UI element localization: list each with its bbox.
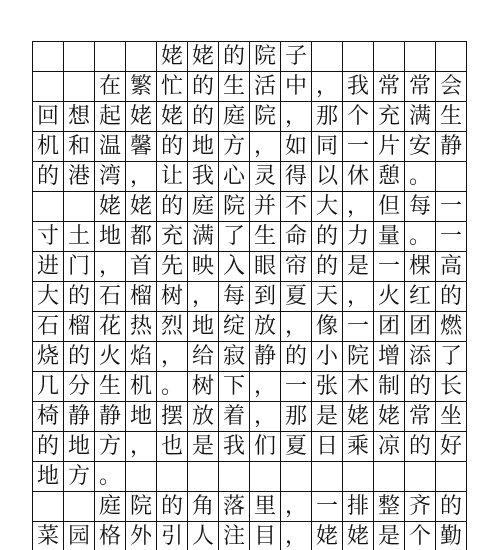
grid-cell: 的 xyxy=(436,282,467,312)
grid-cell: 的 xyxy=(188,102,219,132)
grid-cell: 地 xyxy=(126,402,157,432)
grid-cell: 庭 xyxy=(188,192,219,222)
grid-cell: 姥 xyxy=(157,102,188,132)
grid-cell: 外 xyxy=(126,522,157,550)
grid-cell: 姥 xyxy=(126,192,157,222)
grid-cell: 子 xyxy=(281,42,312,72)
grid-cell: ， xyxy=(126,432,157,462)
grid-cell xyxy=(374,42,405,72)
grid-cell: 整 xyxy=(374,492,405,522)
grid-cell: 地 xyxy=(64,432,95,462)
grid-cell: 。 xyxy=(157,372,188,402)
grid-cell: 满 xyxy=(405,102,436,132)
grid-cell: 方 xyxy=(219,132,250,162)
grid-cell: 那 xyxy=(281,402,312,432)
grid-cell: 凉 xyxy=(374,432,405,462)
grid-cell xyxy=(312,42,343,72)
grid-cell: 湾 xyxy=(95,162,126,192)
grid-cell xyxy=(343,42,374,72)
grid-cell: 院 xyxy=(250,42,281,72)
grid-cell: 下 xyxy=(219,372,250,402)
grid-cell: 门 xyxy=(64,252,95,282)
grid-cell: 夏 xyxy=(281,282,312,312)
grid-cell: 院 xyxy=(250,102,281,132)
grid-cell: 的 xyxy=(157,492,188,522)
grid-cell: 繁 xyxy=(126,72,157,102)
grid-cell: 榴 xyxy=(64,312,95,342)
grid-cell: 榴 xyxy=(126,282,157,312)
grid-cell xyxy=(64,42,95,72)
grid-cell: 注 xyxy=(219,522,250,550)
grid-cell: 大 xyxy=(33,282,64,312)
grid-cell: 椅 xyxy=(33,402,64,432)
grid-cell: 。 xyxy=(405,162,436,192)
grid-cell: ， xyxy=(126,162,157,192)
grid-cell: 们 xyxy=(250,432,281,462)
grid-cell: 活 xyxy=(250,72,281,102)
grid-cell: 常 xyxy=(374,72,405,102)
grid-cell: 都 xyxy=(126,222,157,252)
grid-cell: ， xyxy=(343,192,374,222)
grid-cell: 心 xyxy=(219,162,250,192)
grid-cell: 馨 xyxy=(126,132,157,162)
grid-cell: 机 xyxy=(33,132,64,162)
grid-cell xyxy=(343,462,374,492)
grid-cell: 会 xyxy=(436,72,467,102)
grid-cell: 休 xyxy=(343,162,374,192)
grid-cell xyxy=(33,192,64,222)
grid-cell: 燃 xyxy=(436,312,467,342)
grid-cell: 花 xyxy=(95,312,126,342)
grid-cell: 满 xyxy=(188,222,219,252)
grid-cell: 石 xyxy=(95,282,126,312)
grid-cell: 的 xyxy=(312,222,343,252)
grid-cell: 生 xyxy=(436,102,467,132)
grid-cell: ， xyxy=(157,342,188,372)
grid-cell: 大 xyxy=(312,192,343,222)
grid-cell: 的 xyxy=(64,282,95,312)
grid-cell: 一 xyxy=(281,372,312,402)
grid-cell: 姥 xyxy=(374,402,405,432)
grid-cell: 一 xyxy=(343,132,374,162)
grid-cell: 着 xyxy=(219,402,250,432)
grid-cell xyxy=(33,72,64,102)
grid-cell: 静 xyxy=(436,132,467,162)
grid-cell: 温 xyxy=(95,132,126,162)
grid-cell: 姥 xyxy=(126,102,157,132)
grid-cell: 生 xyxy=(95,372,126,402)
grid-cell: 方 xyxy=(64,462,95,492)
grid-cell: 的 xyxy=(405,432,436,462)
grid-cell: 静 xyxy=(250,342,281,372)
grid-cell: 的 xyxy=(312,252,343,282)
grid-cell: 给 xyxy=(188,342,219,372)
grid-cell: 个 xyxy=(343,102,374,132)
grid-cell: 眼 xyxy=(250,252,281,282)
grid-cell xyxy=(405,42,436,72)
grid-cell: 一 xyxy=(374,252,405,282)
grid-cell xyxy=(126,42,157,72)
grid-cell: 院 xyxy=(219,192,250,222)
grid-cell: 量 xyxy=(374,222,405,252)
grid-cell: 长 xyxy=(436,372,467,402)
grid-cell: 首 xyxy=(126,252,157,282)
grid-cell: 木 xyxy=(343,372,374,402)
grid-cell: 的 xyxy=(157,192,188,222)
grid-cell: 静 xyxy=(95,402,126,432)
grid-cell: ， xyxy=(250,402,281,432)
grid-cell: 我 xyxy=(188,162,219,192)
grid-cell: 常 xyxy=(405,72,436,102)
grid-cell: 摆 xyxy=(157,402,188,432)
grid-cell xyxy=(374,462,405,492)
grid-cell: 团 xyxy=(374,312,405,342)
grid-cell: 的 xyxy=(219,42,250,72)
grid-cell: 和 xyxy=(64,132,95,162)
grid-cell: 棵 xyxy=(405,252,436,282)
grid-cell: 姥 xyxy=(95,192,126,222)
grid-cell: 放 xyxy=(188,402,219,432)
grid-cell: 的 xyxy=(436,492,467,522)
grid-cell: 院 xyxy=(343,342,374,372)
grid-cell xyxy=(95,42,126,72)
grid-cell: ， xyxy=(281,102,312,132)
grid-cell: 常 xyxy=(405,402,436,432)
grid-cell: 地 xyxy=(95,222,126,252)
grid-cell: 的 xyxy=(281,342,312,372)
grid-cell: 先 xyxy=(157,252,188,282)
grid-cell: 姥 xyxy=(343,402,374,432)
grid-cell xyxy=(436,42,467,72)
grid-cell: 天 xyxy=(312,282,343,312)
grid-cell: 好 xyxy=(436,432,467,462)
grid-cell: 地 xyxy=(188,312,219,342)
grid-cell: ， xyxy=(281,312,312,342)
grid-cell: 不 xyxy=(281,192,312,222)
grid-cell: 勤 xyxy=(436,522,467,550)
grid-cell: 烧 xyxy=(33,342,64,372)
grid-cell: 映 xyxy=(188,252,219,282)
grid-cell: 我 xyxy=(343,72,374,102)
grid-cell: 个 xyxy=(405,522,436,550)
grid-cell xyxy=(33,492,64,522)
grid-cell: 坐 xyxy=(436,402,467,432)
grid-cell: 忙 xyxy=(157,72,188,102)
grid-cell: ， xyxy=(188,282,219,312)
grid-cell: 夏 xyxy=(281,432,312,462)
grid-cell: 并 xyxy=(250,192,281,222)
grid-cell: 地 xyxy=(33,462,64,492)
grid-cell xyxy=(64,72,95,102)
grid-cell: 每 xyxy=(219,282,250,312)
grid-cell: 制 xyxy=(374,372,405,402)
grid-cell: 生 xyxy=(219,72,250,102)
grid-cell: 的 xyxy=(157,132,188,162)
grid-cell: 的 xyxy=(64,342,95,372)
grid-cell: 是 xyxy=(374,522,405,550)
grid-cell: 寂 xyxy=(219,342,250,372)
grid-cell: 一 xyxy=(343,312,374,342)
grid-cell: ， xyxy=(312,72,343,102)
grid-cell: 是 xyxy=(312,402,343,432)
grid-cell: 我 xyxy=(219,432,250,462)
grid-cell: ， xyxy=(281,492,312,522)
grid-cell: 分 xyxy=(64,372,95,402)
grid-cell: 乘 xyxy=(343,432,374,462)
grid-cell: 园 xyxy=(64,522,95,550)
grid-cell: 那 xyxy=(312,102,343,132)
grid-cell: 一 xyxy=(312,492,343,522)
grid-cell: 了 xyxy=(219,222,250,252)
grid-cell: 姥 xyxy=(312,522,343,550)
grid-cell: ， xyxy=(250,132,281,162)
grid-cell: 回 xyxy=(33,102,64,132)
grid-cell xyxy=(405,462,436,492)
manuscript-grid xyxy=(32,41,467,550)
grid-cell: 张 xyxy=(312,372,343,402)
grid-cell: 的 xyxy=(33,162,64,192)
grid-cell: 。 xyxy=(95,462,126,492)
grid-cell: ， xyxy=(281,522,312,550)
grid-cell: 排 xyxy=(343,492,374,522)
grid-cell: 引 xyxy=(157,522,188,550)
grid-cell: 像 xyxy=(312,312,343,342)
grid-cell: 静 xyxy=(64,402,95,432)
grid-cell: 姥 xyxy=(188,42,219,72)
grid-cell: 一 xyxy=(436,192,467,222)
grid-cell: 格 xyxy=(95,522,126,550)
grid-cell: 火 xyxy=(95,342,126,372)
grid-cell xyxy=(250,462,281,492)
grid-cell: 帘 xyxy=(281,252,312,282)
grid-cell: 院 xyxy=(126,492,157,522)
grid-cell: 树 xyxy=(188,372,219,402)
grid-cell: 红 xyxy=(405,282,436,312)
grid-cell: 几 xyxy=(33,372,64,402)
grid-cell: 每 xyxy=(405,192,436,222)
grid-cell xyxy=(436,462,467,492)
grid-cell: 生 xyxy=(250,222,281,252)
grid-cell: 安 xyxy=(405,132,436,162)
grid-cell: 机 xyxy=(126,372,157,402)
grid-cell: 目 xyxy=(250,522,281,550)
grid-cell: 地 xyxy=(188,132,219,162)
grid-cell: 角 xyxy=(188,492,219,522)
grid-cell: 让 xyxy=(157,162,188,192)
grid-cell: 以 xyxy=(312,162,343,192)
grid-cell: 入 xyxy=(219,252,250,282)
grid-cell: 火 xyxy=(374,282,405,312)
grid-cell: 方 xyxy=(95,432,126,462)
grid-cell: 命 xyxy=(281,222,312,252)
grid-cell: 焰 xyxy=(126,342,157,372)
grid-cell: 力 xyxy=(343,222,374,252)
grid-cell: 放 xyxy=(250,312,281,342)
grid-cell: 齐 xyxy=(405,492,436,522)
grid-cell xyxy=(436,162,467,192)
grid-cell xyxy=(157,462,188,492)
grid-cell: 菜 xyxy=(33,522,64,550)
grid-cell: 是 xyxy=(188,432,219,462)
grid-cell: 到 xyxy=(250,282,281,312)
grid-cell: 树 xyxy=(157,282,188,312)
grid-cell: 想 xyxy=(64,102,95,132)
grid-cell: 充 xyxy=(157,222,188,252)
grid-cell: 中 xyxy=(281,72,312,102)
grid-cell xyxy=(219,462,250,492)
grid-cell: 起 xyxy=(95,102,126,132)
grid-cell xyxy=(64,492,95,522)
grid-cell xyxy=(281,462,312,492)
grid-cell: 如 xyxy=(281,132,312,162)
grid-cell: 落 xyxy=(219,492,250,522)
grid-cell: 一 xyxy=(436,222,467,252)
grid-cell xyxy=(64,192,95,222)
grid-cell: 进 xyxy=(33,252,64,282)
grid-cell xyxy=(312,462,343,492)
grid-cell: 姥 xyxy=(343,522,374,550)
grid-cell: 。 xyxy=(405,222,436,252)
grid-cell: 姥 xyxy=(157,42,188,72)
grid-cell: 是 xyxy=(343,252,374,282)
grid-cell xyxy=(188,462,219,492)
grid-cell: ， xyxy=(343,282,374,312)
grid-cell: 日 xyxy=(312,432,343,462)
grid-cell: 添 xyxy=(405,342,436,372)
grid-cell: 土 xyxy=(64,222,95,252)
grid-cell: 小 xyxy=(312,342,343,372)
grid-cell: 烈 xyxy=(157,312,188,342)
grid-cell: 灵 xyxy=(250,162,281,192)
grid-cell xyxy=(33,42,64,72)
grid-cell: 团 xyxy=(405,312,436,342)
grid-cell xyxy=(126,462,157,492)
grid-cell: 的 xyxy=(33,432,64,462)
grid-cell: 但 xyxy=(374,192,405,222)
grid-cell: 增 xyxy=(374,342,405,372)
grid-cell: ， xyxy=(250,372,281,402)
grid-cell: 也 xyxy=(157,432,188,462)
grid-cell: 在 xyxy=(95,72,126,102)
grid-cell: 片 xyxy=(374,132,405,162)
grid-cell: 得 xyxy=(281,162,312,192)
grid-cell: 绽 xyxy=(219,312,250,342)
grid-cell: ， xyxy=(95,252,126,282)
grid-cell: 人 xyxy=(188,522,219,550)
grid-cell: 港 xyxy=(64,162,95,192)
grid-cell: 庭 xyxy=(95,492,126,522)
grid-cell: 里 xyxy=(250,492,281,522)
grid-cell: 热 xyxy=(126,312,157,342)
grid-cell: 同 xyxy=(312,132,343,162)
grid-cell: 充 xyxy=(374,102,405,132)
grid-cell: 的 xyxy=(405,372,436,402)
grid-cell: 高 xyxy=(436,252,467,282)
grid-cell: 庭 xyxy=(219,102,250,132)
grid-cell: 石 xyxy=(33,312,64,342)
grid-cell: 寸 xyxy=(33,222,64,252)
grid-cell: 憩 xyxy=(374,162,405,192)
grid-cell: 了 xyxy=(436,342,467,372)
grid-cell: 的 xyxy=(188,72,219,102)
